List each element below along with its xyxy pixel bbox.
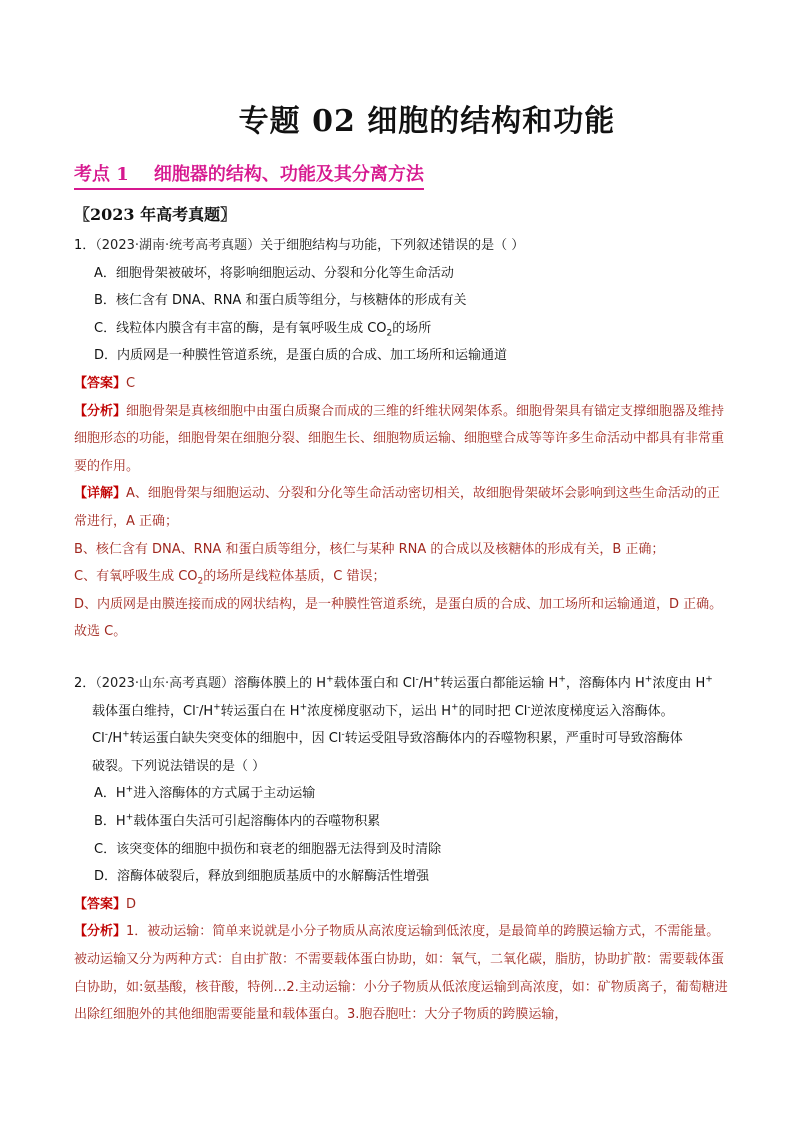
answer-tag: 【答案】 [74,375,127,391]
question-2 [74,670,730,1029]
option-b: B．H+载体蛋白失活可引起溶酶体内的吞噬物积累 [94,812,381,829]
answer-tag: 【答案】 [74,896,127,912]
option-c: C．线粒体内膜含有丰富的酶，是有氧呼吸生成 $CO_2$的场所 [94,320,432,339]
question-1-stem [74,232,730,260]
answer [74,891,730,919]
option-a: A．细胞骨架被破坏，将影响细胞运动、分裂和分化等生命活动 [94,265,454,281]
question-2-stem-line-3: Cl-/H+转运蛋白缺失突变体的细胞中，因 Cl-转运受阻导致溶酶体内的吞噬物积累，严重时可导致溶酶体 [92,729,683,747]
question-1 [74,232,730,646]
answer [74,370,730,398]
question-source: （2023·山东·高考真题） [95,676,235,691]
detail-a: 【详解】A、细胞骨架与细胞运动、分裂和分化等生命活动密切相关，故细胞骨架破坏会影响到这些生命活动的正常进行，A 正确； [74,486,720,529]
question-source: （2023·湖南·统考高考真题） [95,238,261,253]
page-title: 专题 02 细胞的结构和功能 [238,104,616,139]
analysis: 【分析】细胞骨架是真核细胞中由蛋白质聚合而成的三维的纤维状网架体系。细胞骨架具有锚定支撑细胞器及维持细胞形态的功能，细胞骨架在细胞分裂、细胞生长、细胞物质运输、细胞壁合成等等许多生命活动中都具有非常重要的作用。 [74,403,725,474]
analysis-tag: 【分析】 [74,924,127,940]
answer-value: D [126,896,137,912]
detail-b: B、核仁含有 DNA、RNA 和蛋白质等组分，核仁与某种 RNA 的合成以及核糖体的形成有关，B 正确； [74,541,665,557]
conclusion: 故选 C。 [74,624,127,640]
detail-c: C、有氧呼吸生成 $CO_2$的场所是线粒体基质，C 错误； [74,569,386,587]
topic-heading [74,160,424,190]
option-c: C．该突变体的细胞中损伤和衰老的细胞器无法得到及时清除 [94,841,442,857]
answer-value: C [126,375,136,391]
option-d: D．内质网是一种膜性管道系统，是蛋白质的合成、加工场所和运输通道 [94,348,508,364]
question-2-stem-line-4: 破裂。下列说法错误的是（ ） [92,758,266,774]
question-number: 1． [74,238,96,253]
question-stem: 关于细胞结构与功能，下列叙述错误的是（ ） [260,238,525,253]
question-2-stem-line-1: 2．（2023·山东·高考真题）溶酶体膜上的 H+载体蛋白和 Cl-/H+转运蛋白都能运输 H+，溶酶体内 H+浓度由 H+ [74,674,713,691]
detail-d: D、内质网是由膜连接而成的网状结构，是一种膜性管道系统，是蛋白质的合成、加工场所和运输通道，D 正确。 [74,596,723,612]
question-2-stem-line-2: 载体蛋白维持，Cl-/H+转运蛋白在 H+浓度梯度驱动下，运出 H+的同时把 Cl-逆浓度梯度运入溶酶体。 [92,702,674,719]
analysis: 【分析】1．被动运输：简单来说就是小分子物质从高浓度运输到低浓度，是最简单的跨膜运输方式，不需能量。被动运输又分为两种方式：自由扩散：不需要载体蛋白协助，如：氧气，二氧化碳，脂肪，协助扩散：需要载体蛋白协助，如:氨基酸，核苷酸，特例…2.主动运输：小分子物质从低浓度运输到高浓度，如：矿物质离子，葡萄糖进出除红细胞外的其他细胞需要能量和载体蛋白。3.胞吞胞吐：大分子物质的跨膜运输， [74,924,728,1023]
question-number: 2． [74,676,96,691]
section-heading: 〖2023 年高考真题〗 [74,205,237,224]
option-d: D．溶酶体破裂后，释放到细胞质基质中的水解酶活性增强 [94,869,430,885]
detail-tag: 【详解】 [74,486,127,502]
analysis-tag: 【分析】 [74,403,127,419]
option-b: B．核仁含有 DNA、RNA 和蛋白质等组分，与核糖体的形成有关 [94,293,467,309]
topic-heading-text: 考点 1 细胞器的结构、功能及其分离方法 [74,164,424,185]
option-a: A．H+进入溶酶体的方式属于主动运输 [94,785,316,802]
